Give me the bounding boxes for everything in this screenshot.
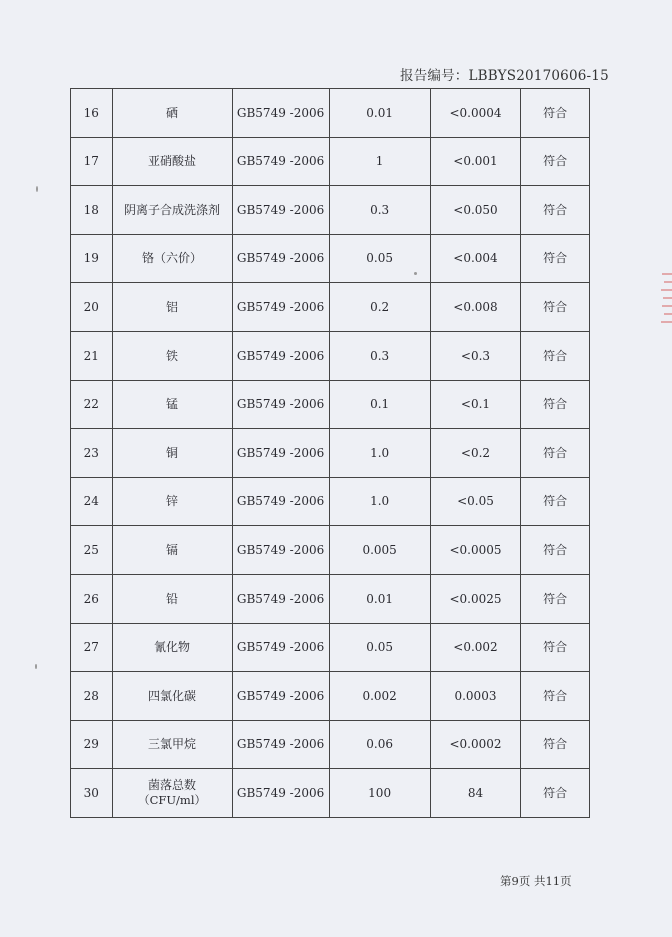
- limit-value-cell: [329, 380, 430, 429]
- limit-value: 0.05: [366, 251, 393, 266]
- standard-code-cell: [232, 526, 329, 575]
- judgement-cell: [521, 623, 590, 672]
- item-name-cell: [112, 234, 232, 283]
- row-number-cell: [71, 720, 113, 769]
- judgement-cell: [521, 526, 590, 575]
- limit-value: 1: [375, 154, 384, 169]
- limit-value: 0.06: [366, 737, 393, 752]
- row-number: 28: [83, 688, 99, 703]
- item-name: 菌落总数: [148, 778, 197, 793]
- test-result: <0.050: [453, 202, 498, 217]
- judgement: 符合: [543, 786, 568, 801]
- standard-code-cell: [232, 623, 329, 672]
- standard-code: GB5749 -2006: [236, 154, 325, 169]
- judgement-cell: [521, 186, 590, 235]
- test-result-cell: [430, 331, 521, 380]
- table-row: [71, 186, 590, 235]
- limit-value-cell: [329, 283, 430, 332]
- standard-code: GB5749 -2006: [236, 105, 325, 120]
- table-row: [71, 429, 590, 478]
- standard-code-cell: [232, 574, 329, 623]
- table-row: [71, 331, 590, 380]
- row-number-cell: [71, 526, 113, 575]
- standard-code: GB5749 -2006: [236, 445, 325, 460]
- judgement-cell: [521, 234, 590, 283]
- item-name: 铜: [166, 445, 179, 460]
- table-row: [71, 623, 590, 672]
- test-result: <0.1: [460, 397, 491, 412]
- item-name-cell: [112, 720, 232, 769]
- test-result: <0.0025: [449, 591, 502, 606]
- standard-code: GB5749 -2006: [236, 688, 325, 703]
- test-result-cell: [430, 283, 521, 332]
- row-number-cell: [71, 672, 113, 721]
- page-footer: 第9页 共11页: [500, 874, 572, 888]
- limit-value-cell: [329, 574, 430, 623]
- row-number: 17: [83, 154, 99, 169]
- report-number: 报告编号：LBBYS20170606-15: [400, 68, 609, 84]
- judgement: 符合: [543, 737, 568, 752]
- item-name: 锌: [166, 494, 179, 509]
- standard-code-cell: [232, 89, 329, 138]
- row-number: 22: [83, 397, 99, 412]
- judgement-cell: [521, 89, 590, 138]
- test-result-cell: [430, 769, 521, 818]
- margin-speck: [35, 664, 37, 669]
- row-number: 18: [83, 202, 99, 217]
- row-number: 23: [83, 445, 99, 460]
- item-name-cell: [112, 623, 232, 672]
- limit-value-cell: [329, 137, 430, 186]
- standard-code: GB5749 -2006: [236, 786, 325, 801]
- standard-code-cell: [232, 331, 329, 380]
- test-result: <0.0005: [449, 543, 502, 558]
- standard-code-cell: [232, 477, 329, 526]
- results-table: [70, 88, 590, 818]
- judgement-cell: [521, 720, 590, 769]
- standard-code-cell: [232, 380, 329, 429]
- limit-value: 0.3: [370, 202, 390, 217]
- row-number-cell: [71, 186, 113, 235]
- test-result-cell: [430, 623, 521, 672]
- test-result-cell: [430, 429, 521, 478]
- judgement: 符合: [543, 300, 568, 315]
- row-number-cell: [71, 283, 113, 332]
- test-result-cell: [430, 526, 521, 575]
- row-number-cell: [71, 380, 113, 429]
- seal-edge-mark: [660, 268, 672, 328]
- test-result-cell: [430, 720, 521, 769]
- limit-value-cell: [329, 526, 430, 575]
- item-name-cell: [112, 89, 232, 138]
- table-row: [71, 672, 590, 721]
- standard-code: GB5749 -2006: [236, 543, 325, 558]
- judgement: 符合: [543, 543, 568, 558]
- judgement: 符合: [543, 640, 568, 655]
- test-result: <0.05: [457, 494, 494, 509]
- standard-code-cell: [232, 137, 329, 186]
- judgement-cell: [521, 429, 590, 478]
- item-name: 氰化物: [154, 640, 191, 655]
- test-result-cell: [430, 477, 521, 526]
- table-row: [71, 526, 590, 575]
- standard-code: GB5749 -2006: [236, 494, 325, 509]
- limit-value: 0.01: [366, 105, 393, 120]
- limit-value-cell: [329, 429, 430, 478]
- limit-value-cell: [329, 89, 430, 138]
- limit-value-cell: [329, 186, 430, 235]
- item-name: 铅: [166, 591, 179, 606]
- item-name-cell: [112, 672, 232, 721]
- test-result: <0.002: [453, 640, 498, 655]
- item-name: 铝: [166, 300, 179, 315]
- item-name: 亚硝酸盐: [148, 154, 197, 169]
- item-name: 锰: [166, 397, 179, 412]
- row-number-cell: [71, 769, 113, 818]
- judgement: 符合: [543, 105, 568, 120]
- table-row: [71, 234, 590, 283]
- test-result-cell: [430, 186, 521, 235]
- limit-value: 0.005: [362, 543, 397, 558]
- row-number-cell: [71, 89, 113, 138]
- judgement: 符合: [543, 348, 568, 363]
- table-row: [71, 137, 590, 186]
- test-result: <0.008: [453, 300, 498, 315]
- test-result-cell: [430, 380, 521, 429]
- limit-value-cell: [329, 672, 430, 721]
- table-row: [71, 283, 590, 332]
- table-row: [71, 380, 590, 429]
- test-result-cell: [430, 234, 521, 283]
- limit-value-cell: [329, 234, 430, 283]
- judgement-cell: [521, 477, 590, 526]
- item-name-cell: [112, 137, 232, 186]
- standard-code: GB5749 -2006: [236, 300, 325, 315]
- limit-value: 1.0: [370, 445, 390, 460]
- row-number: 30: [83, 786, 99, 801]
- row-number: 24: [83, 494, 99, 509]
- item-name-cell: [112, 380, 232, 429]
- limit-value: 1.0: [370, 494, 390, 509]
- row-number-cell: [71, 623, 113, 672]
- row-number-cell: [71, 331, 113, 380]
- limit-value: 0.3: [370, 348, 390, 363]
- item-name: 铁: [166, 348, 179, 363]
- test-result: <0.0002: [449, 737, 502, 752]
- table-row: [71, 769, 590, 818]
- item-name-cell: [112, 769, 232, 818]
- limit-value: 0.002: [362, 688, 397, 703]
- item-name-cell: [112, 477, 232, 526]
- test-result: <0.001: [453, 154, 498, 169]
- standard-code: GB5749 -2006: [236, 397, 325, 412]
- item-name: 镉: [166, 543, 179, 558]
- test-result: <0.004: [453, 251, 498, 266]
- test-result: <0.3: [460, 348, 491, 363]
- standard-code: GB5749 -2006: [236, 348, 325, 363]
- judgement: 符合: [543, 445, 568, 460]
- standard-code-cell: [232, 234, 329, 283]
- item-name: 四氯化碳: [148, 688, 197, 703]
- standard-code-cell: [232, 720, 329, 769]
- test-result-cell: [430, 137, 521, 186]
- row-number-cell: [71, 234, 113, 283]
- limit-value: 0.2: [370, 300, 390, 315]
- judgement: 符合: [543, 202, 568, 217]
- standard-code: GB5749 -2006: [236, 251, 325, 266]
- test-result-cell: [430, 89, 521, 138]
- standard-code-cell: [232, 769, 329, 818]
- item-name-cell: [112, 429, 232, 478]
- judgement-cell: [521, 672, 590, 721]
- judgement-cell: [521, 283, 590, 332]
- row-number-cell: [71, 137, 113, 186]
- margin-speck: [414, 272, 417, 275]
- item-unit: （CFU/ml）: [138, 793, 207, 808]
- table-row: [71, 477, 590, 526]
- judgement: 符合: [543, 397, 568, 412]
- standard-code-cell: [232, 672, 329, 721]
- standard-code: GB5749 -2006: [236, 591, 325, 606]
- table-row: [71, 89, 590, 138]
- test-result: <0.2: [460, 445, 491, 460]
- judgement: 符合: [543, 251, 568, 266]
- standard-code-cell: [232, 429, 329, 478]
- item-name-cell: [112, 574, 232, 623]
- row-number: 29: [83, 737, 99, 752]
- judgement: 符合: [543, 591, 568, 606]
- item-name: 阴离子合成洗涤剂: [124, 202, 221, 217]
- test-result-cell: [430, 672, 521, 721]
- judgement-cell: [521, 137, 590, 186]
- limit-value-cell: [329, 623, 430, 672]
- limit-value: 0.1: [370, 397, 390, 412]
- row-number-cell: [71, 477, 113, 526]
- item-name: 铬（六价）: [142, 251, 203, 266]
- judgement-cell: [521, 769, 590, 818]
- limit-value-cell: [329, 769, 430, 818]
- limit-value: 100: [368, 786, 392, 801]
- limit-value-cell: [329, 331, 430, 380]
- standard-code: GB5749 -2006: [236, 640, 325, 655]
- judgement: 符合: [543, 154, 568, 169]
- margin-speck: [36, 186, 38, 192]
- limit-value: 0.01: [366, 591, 393, 606]
- test-result: <0.0004: [449, 105, 502, 120]
- item-name: 三氯甲烷: [148, 737, 197, 752]
- item-name-cell: [112, 526, 232, 575]
- row-number-cell: [71, 429, 113, 478]
- item-name-cell: [112, 331, 232, 380]
- row-number: 19: [83, 251, 99, 266]
- row-number: 27: [83, 640, 99, 655]
- standard-code-cell: [232, 186, 329, 235]
- standard-code: GB5749 -2006: [236, 737, 325, 752]
- row-number: 26: [83, 591, 99, 606]
- row-number: 25: [83, 543, 99, 558]
- limit-value-cell: [329, 477, 430, 526]
- standard-code: GB5749 -2006: [236, 202, 325, 217]
- standard-code-cell: [232, 283, 329, 332]
- judgement-cell: [521, 574, 590, 623]
- limit-value: 0.05: [366, 640, 393, 655]
- judgement: 符合: [543, 494, 568, 509]
- row-number: 16: [83, 105, 99, 120]
- row-number: 21: [83, 348, 99, 363]
- item-name: 硒: [166, 105, 179, 120]
- judgement-cell: [521, 380, 590, 429]
- limit-value-cell: [329, 720, 430, 769]
- table-row: [71, 720, 590, 769]
- table-row: [71, 574, 590, 623]
- row-number: 20: [83, 300, 99, 315]
- judgement-cell: [521, 331, 590, 380]
- item-name-cell: [112, 186, 232, 235]
- item-name-cell: [112, 283, 232, 332]
- row-number-cell: [71, 574, 113, 623]
- judgement: 符合: [543, 688, 568, 703]
- test-result: 84: [467, 786, 484, 801]
- test-result: 0.0003: [454, 688, 497, 703]
- test-result-cell: [430, 574, 521, 623]
